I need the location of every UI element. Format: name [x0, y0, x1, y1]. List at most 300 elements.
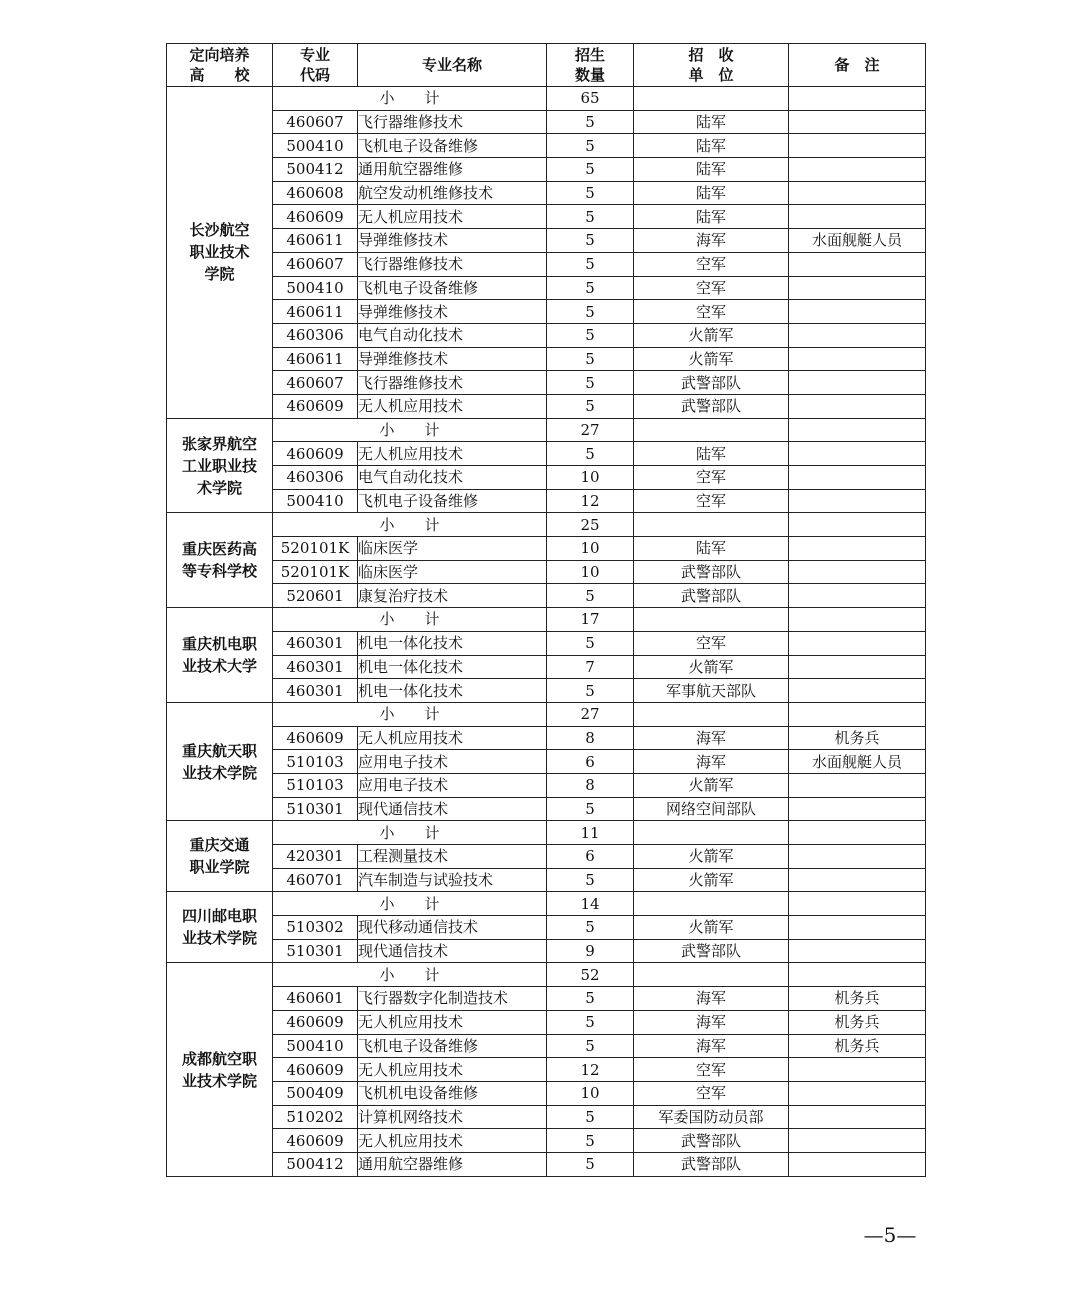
remark — [789, 1105, 926, 1129]
major-name: 现代移动通信技术 — [358, 916, 547, 940]
major-name: 飞机电子设备维修 — [358, 134, 547, 158]
major-code: 510301 — [273, 939, 358, 963]
school-name-line: 业技术学院 — [181, 763, 257, 782]
major-code: 460609 — [273, 1058, 358, 1082]
remark — [789, 466, 926, 490]
recruit-unit: 海军 — [634, 1010, 789, 1034]
table-row — [167, 371, 926, 395]
table-row — [167, 323, 926, 347]
enroll-count: 5 — [547, 1152, 634, 1176]
header-code: 专业 代码 — [273, 44, 358, 87]
subtotal-value: 52 — [547, 963, 634, 987]
enroll-count: 5 — [547, 868, 634, 892]
school-name — [167, 608, 273, 703]
major-name: 现代通信技术 — [358, 939, 547, 963]
table-row — [167, 987, 926, 1011]
major-name: 汽车制造与试验技术 — [358, 868, 547, 892]
table-row — [167, 252, 926, 276]
subtotal-label: 小 计 — [273, 87, 547, 111]
major-code: 460306 — [273, 323, 358, 347]
enroll-count: 5 — [547, 394, 634, 418]
enrollment-table — [166, 43, 926, 1177]
page-number: —5— — [863, 1223, 917, 1247]
major-code: 500412 — [273, 158, 358, 182]
major-code: 510302 — [273, 916, 358, 940]
major-name: 无人机应用技术 — [358, 1129, 547, 1153]
subtotal-value: 65 — [547, 87, 634, 111]
remark: 水面舰艇人员 — [789, 229, 926, 253]
subtotal-label: 小 计 — [273, 702, 547, 726]
table-row — [167, 347, 926, 371]
remark — [789, 845, 926, 869]
table-row — [167, 1010, 926, 1034]
remark — [789, 1081, 926, 1105]
major-code: 460609 — [273, 1129, 358, 1153]
school-name-line: 重庆交通 — [189, 836, 250, 855]
major-code: 520101K — [273, 537, 358, 561]
major-name: 机电一体化技术 — [358, 679, 547, 703]
enroll-count: 5 — [547, 205, 634, 229]
major-name: 无人机应用技术 — [358, 442, 547, 466]
table-row — [167, 868, 926, 892]
major-code: 460609 — [273, 394, 358, 418]
recruit-unit: 陆军 — [634, 134, 789, 158]
remark — [789, 252, 926, 276]
remark — [789, 181, 926, 205]
enroll-count: 5 — [547, 1129, 634, 1153]
recruit-unit: 空军 — [634, 631, 789, 655]
remark — [789, 371, 926, 395]
major-name: 电气自动化技术 — [358, 323, 547, 347]
subtotal-row — [167, 702, 926, 726]
enroll-count: 5 — [547, 584, 634, 608]
remark — [789, 1058, 926, 1082]
subtotal-label: 小 计 — [273, 608, 547, 632]
subtotal-empty-cell — [634, 87, 789, 111]
remark — [789, 323, 926, 347]
subtotal-label: 小 计 — [273, 821, 547, 845]
school-name-line: 业技术大学 — [181, 657, 257, 675]
enroll-count: 5 — [547, 1010, 634, 1034]
subtotal-value: 27 — [547, 418, 634, 442]
school-name-line: 重庆医药高 — [181, 540, 257, 559]
recruit-unit: 陆军 — [634, 205, 789, 229]
remark — [789, 1152, 926, 1176]
remark — [789, 797, 926, 821]
header-school: 定向培养 高 校 — [167, 44, 273, 87]
major-code: 500410 — [273, 489, 358, 513]
table-row — [167, 726, 926, 750]
table-row — [167, 679, 926, 703]
major-code: 510103 — [273, 773, 358, 797]
subtotal-empty-cell — [789, 892, 926, 916]
table-row — [167, 276, 926, 300]
remark — [789, 300, 926, 324]
subtotal-row — [167, 87, 926, 111]
subtotal-row — [167, 418, 926, 442]
subtotal-row — [167, 608, 926, 632]
header-row — [167, 44, 926, 87]
enroll-count: 10 — [547, 466, 634, 490]
remark — [789, 394, 926, 418]
recruit-unit: 海军 — [634, 229, 789, 253]
major-code: 460608 — [273, 181, 358, 205]
recruit-unit: 空军 — [634, 276, 789, 300]
major-code: 460611 — [273, 229, 358, 253]
enroll-count: 5 — [547, 371, 634, 395]
subtotal-value: 14 — [547, 892, 634, 916]
school-name-line: 长沙航空 — [189, 221, 250, 240]
table-row — [167, 181, 926, 205]
remark — [789, 158, 926, 182]
major-code: 500409 — [273, 1081, 358, 1105]
table-row — [167, 1058, 926, 1082]
school-name-line: 重庆航天职 — [181, 741, 257, 760]
major-name: 机电一体化技术 — [358, 655, 547, 679]
major-name: 导弹维修技术 — [358, 300, 547, 324]
remark — [789, 1129, 926, 1153]
major-code: 500410 — [273, 276, 358, 300]
subtotal-label: 小 计 — [273, 513, 547, 537]
major-name: 无人机应用技术 — [358, 726, 547, 750]
major-code: 460607 — [273, 252, 358, 276]
remark: 机务兵 — [789, 726, 926, 750]
enroll-count: 5 — [547, 181, 634, 205]
enroll-count: 5 — [547, 252, 634, 276]
table-row — [167, 655, 926, 679]
major-name: 无人机应用技术 — [358, 1010, 547, 1034]
major-name: 飞行器维修技术 — [358, 110, 547, 134]
table-row — [167, 797, 926, 821]
enroll-count: 5 — [547, 276, 634, 300]
table-row — [167, 939, 926, 963]
major-code: 500410 — [273, 134, 358, 158]
major-code: 500410 — [273, 1034, 358, 1058]
recruit-unit: 空军 — [634, 489, 789, 513]
major-code: 460601 — [273, 987, 358, 1011]
enroll-count: 6 — [547, 845, 634, 869]
recruit-unit: 陆军 — [634, 537, 789, 561]
subtotal-label: 小 计 — [273, 892, 547, 916]
header-unit: 招 收 单 位 — [634, 44, 789, 87]
major-name: 飞行器数字化制造技术 — [358, 987, 547, 1011]
header-name: 专业名称 — [358, 44, 547, 87]
school-name — [167, 963, 273, 1176]
subtotal-empty-cell — [634, 963, 789, 987]
school-name — [167, 418, 273, 513]
table-row — [167, 584, 926, 608]
subtotal-row — [167, 821, 926, 845]
major-code: 460609 — [273, 205, 358, 229]
school-name-line: 四川邮电职 — [181, 907, 257, 926]
remark — [789, 134, 926, 158]
subtotal-empty-cell — [634, 892, 789, 916]
recruit-unit: 海军 — [634, 987, 789, 1011]
subtotal-empty-cell — [634, 513, 789, 537]
remark: 机务兵 — [789, 987, 926, 1011]
enroll-count: 5 — [547, 631, 634, 655]
major-code: 510103 — [273, 750, 358, 774]
subtotal-empty-cell — [634, 418, 789, 442]
major-code: 460609 — [273, 442, 358, 466]
subtotal-empty-cell — [789, 608, 926, 632]
major-code: 460611 — [273, 300, 358, 324]
recruit-unit: 武警部队 — [634, 939, 789, 963]
enroll-count: 5 — [547, 679, 634, 703]
table-row — [167, 1152, 926, 1176]
major-name: 临床医学 — [358, 537, 547, 561]
school-name-line: 成都航空职 — [181, 1049, 257, 1068]
enroll-count: 8 — [547, 726, 634, 750]
major-name: 临床医学 — [358, 560, 547, 584]
subtotal-row — [167, 963, 926, 987]
table-body — [167, 87, 926, 1177]
enroll-count: 5 — [547, 1034, 634, 1058]
enroll-count: 5 — [547, 916, 634, 940]
enroll-count: 5 — [547, 797, 634, 821]
major-name: 通用航空器维修 — [358, 158, 547, 182]
remark — [789, 489, 926, 513]
school-name — [167, 87, 273, 419]
remark: 水面舰艇人员 — [789, 750, 926, 774]
major-code: 460301 — [273, 631, 358, 655]
recruit-unit: 陆军 — [634, 442, 789, 466]
table-row — [167, 560, 926, 584]
remark — [789, 537, 926, 561]
school-name-line: 工业职业技 — [181, 456, 257, 475]
subtotal-empty-cell — [634, 608, 789, 632]
recruit-unit: 武警部队 — [634, 1152, 789, 1176]
major-code: 460609 — [273, 1010, 358, 1034]
recruit-unit: 空军 — [634, 1081, 789, 1105]
enroll-count: 5 — [547, 1105, 634, 1129]
major-name: 通用航空器维修 — [358, 1152, 547, 1176]
enroll-count: 6 — [547, 750, 634, 774]
enroll-count: 5 — [547, 158, 634, 182]
subtotal-row — [167, 892, 926, 916]
enroll-count: 9 — [547, 939, 634, 963]
major-name: 工程测量技术 — [358, 845, 547, 869]
major-code: 460306 — [273, 466, 358, 490]
enroll-count: 10 — [547, 560, 634, 584]
table-row — [167, 158, 926, 182]
major-name: 导弹维修技术 — [358, 229, 547, 253]
remark — [789, 442, 926, 466]
major-code: 460607 — [273, 110, 358, 134]
table-row — [167, 750, 926, 774]
remark: 机务兵 — [789, 1034, 926, 1058]
major-name: 应用电子技术 — [358, 750, 547, 774]
recruit-unit: 空军 — [634, 1058, 789, 1082]
major-name: 导弹维修技术 — [358, 347, 547, 371]
remark — [789, 939, 926, 963]
enroll-count: 12 — [547, 489, 634, 513]
remark — [789, 276, 926, 300]
remark — [789, 773, 926, 797]
major-name: 飞机电子设备维修 — [358, 276, 547, 300]
recruit-unit: 空军 — [634, 300, 789, 324]
major-code: 460611 — [273, 347, 358, 371]
table-row — [167, 229, 926, 253]
recruit-unit: 军事航天部队 — [634, 679, 789, 703]
subtotal-value: 27 — [547, 702, 634, 726]
table-row — [167, 1129, 926, 1153]
major-code: 510202 — [273, 1105, 358, 1129]
remark: 机务兵 — [789, 1010, 926, 1034]
major-name: 现代通信技术 — [358, 797, 547, 821]
table-row — [167, 134, 926, 158]
remark — [789, 347, 926, 371]
remark — [789, 631, 926, 655]
school-name — [167, 513, 273, 608]
remark — [789, 916, 926, 940]
school-name-line: 业技术学院 — [181, 929, 257, 948]
table-row — [167, 205, 926, 229]
subtotal-empty-cell — [789, 87, 926, 111]
header-count: 招生 数量 — [547, 44, 634, 87]
major-code: 510301 — [273, 797, 358, 821]
enroll-count: 12 — [547, 1058, 634, 1082]
recruit-unit: 武警部队 — [634, 584, 789, 608]
major-code: 460609 — [273, 726, 358, 750]
major-name: 飞机机电设备维修 — [358, 1081, 547, 1105]
subtotal-empty-cell — [789, 702, 926, 726]
enroll-count: 10 — [547, 537, 634, 561]
recruit-unit: 陆军 — [634, 181, 789, 205]
major-name: 无人机应用技术 — [358, 1058, 547, 1082]
subtotal-empty-cell — [634, 702, 789, 726]
remark — [789, 679, 926, 703]
recruit-unit: 火箭军 — [634, 868, 789, 892]
major-name: 飞行器维修技术 — [358, 371, 547, 395]
recruit-unit: 武警部队 — [634, 394, 789, 418]
school-name-line: 张家界航空 — [181, 434, 257, 453]
school-name-line: 职业学院 — [189, 858, 250, 877]
table-row — [167, 394, 926, 418]
school-name — [167, 892, 273, 963]
school-name — [167, 702, 273, 820]
recruit-unit: 火箭军 — [634, 916, 789, 940]
subtotal-empty-cell — [789, 821, 926, 845]
recruit-unit: 武警部队 — [634, 560, 789, 584]
recruit-unit: 空军 — [634, 252, 789, 276]
enroll-count: 7 — [547, 655, 634, 679]
subtotal-empty-cell — [789, 963, 926, 987]
recruit-unit: 海军 — [634, 1034, 789, 1058]
subtotal-empty-cell — [789, 513, 926, 537]
table-row — [167, 466, 926, 490]
header-remark: 备 注 — [789, 44, 926, 87]
table-row — [167, 110, 926, 134]
major-code: 460301 — [273, 679, 358, 703]
recruit-unit: 网络空间部队 — [634, 797, 789, 821]
remark — [789, 110, 926, 134]
major-code: 460701 — [273, 868, 358, 892]
enroll-count: 5 — [547, 229, 634, 253]
major-name: 无人机应用技术 — [358, 394, 547, 418]
remark — [789, 205, 926, 229]
major-name: 应用电子技术 — [358, 773, 547, 797]
recruit-unit: 火箭军 — [634, 845, 789, 869]
table-row — [167, 845, 926, 869]
enroll-count: 5 — [547, 323, 634, 347]
recruit-unit: 火箭军 — [634, 323, 789, 347]
major-name: 电气自动化技术 — [358, 466, 547, 490]
enroll-count: 5 — [547, 442, 634, 466]
major-name: 康复治疗技术 — [358, 584, 547, 608]
major-code: 460607 — [273, 371, 358, 395]
major-name: 计算机网络技术 — [358, 1105, 547, 1129]
enroll-count: 5 — [547, 300, 634, 324]
remark — [789, 868, 926, 892]
table-row — [167, 631, 926, 655]
subtotal-value: 25 — [547, 513, 634, 537]
major-code: 460301 — [273, 655, 358, 679]
major-name: 航空发动机维修技术 — [358, 181, 547, 205]
recruit-unit: 火箭军 — [634, 347, 789, 371]
enroll-count: 5 — [547, 347, 634, 371]
recruit-unit: 军委国防动员部 — [634, 1105, 789, 1129]
school-name-line: 术学院 — [196, 478, 242, 497]
recruit-unit: 陆军 — [634, 110, 789, 134]
enroll-count: 5 — [547, 987, 634, 1011]
recruit-unit: 海军 — [634, 726, 789, 750]
subtotal-label: 小 计 — [273, 963, 547, 987]
remark — [789, 560, 926, 584]
table-row — [167, 442, 926, 466]
table-row — [167, 1034, 926, 1058]
school-name — [167, 821, 273, 892]
subtotal-empty-cell — [789, 418, 926, 442]
table-row — [167, 1105, 926, 1129]
school-name-line: 学院 — [204, 265, 235, 284]
table-row — [167, 300, 926, 324]
table-row — [167, 489, 926, 513]
enroll-count: 10 — [547, 1081, 634, 1105]
school-name-line: 重庆机电职 — [181, 635, 257, 653]
major-code: 520601 — [273, 584, 358, 608]
table-row — [167, 916, 926, 940]
table-row — [167, 1081, 926, 1105]
major-code: 500412 — [273, 1152, 358, 1176]
major-name: 飞行器维修技术 — [358, 252, 547, 276]
major-name: 飞机电子设备维修 — [358, 489, 547, 513]
enroll-count: 5 — [547, 134, 634, 158]
enroll-count: 8 — [547, 773, 634, 797]
subtotal-label: 小 计 — [273, 418, 547, 442]
recruit-unit: 火箭军 — [634, 773, 789, 797]
remark — [789, 655, 926, 679]
major-code: 520101K — [273, 560, 358, 584]
school-name-line: 等专科学校 — [181, 562, 257, 581]
major-name: 机电一体化技术 — [358, 631, 547, 655]
subtotal-empty-cell — [634, 821, 789, 845]
recruit-unit: 武警部队 — [634, 1129, 789, 1153]
table-row — [167, 537, 926, 561]
table-row — [167, 773, 926, 797]
enroll-count: 5 — [547, 110, 634, 134]
recruit-unit: 空军 — [634, 466, 789, 490]
subtotal-row — [167, 513, 926, 537]
major-code: 420301 — [273, 845, 358, 869]
school-name-line: 职业技术 — [189, 243, 250, 262]
subtotal-value: 17 — [547, 608, 634, 632]
major-name: 飞机电子设备维修 — [358, 1034, 547, 1058]
recruit-unit: 陆军 — [634, 158, 789, 182]
school-name-line: 业技术学院 — [181, 1071, 257, 1090]
recruit-unit: 海军 — [634, 750, 789, 774]
subtotal-value: 11 — [547, 821, 634, 845]
